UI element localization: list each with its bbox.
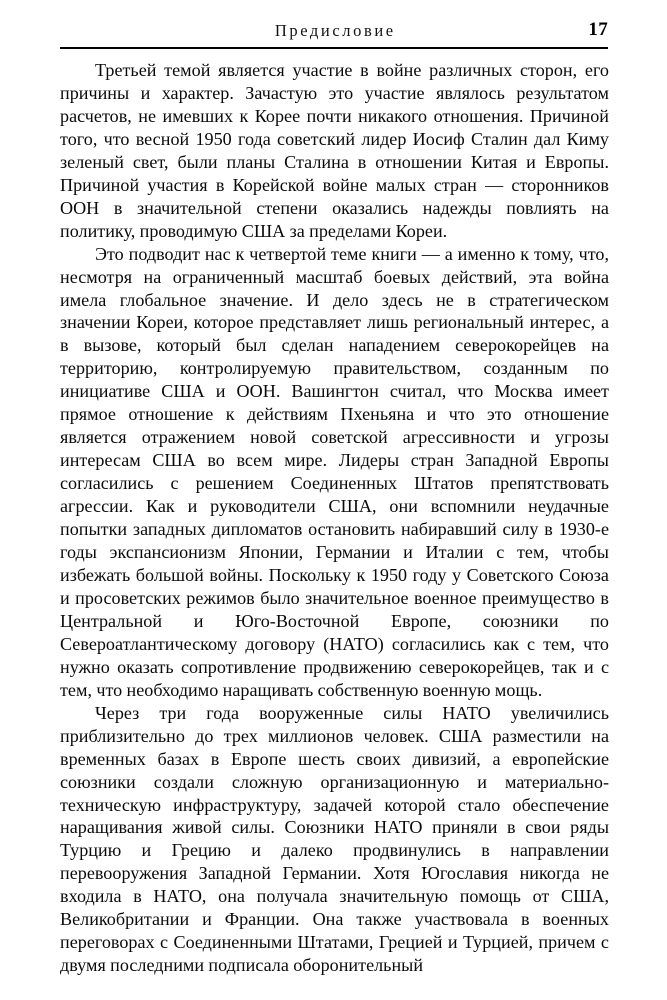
body-paragraph: Через три года вооруженные силы НАТО увеличились приблизительно до трех миллионов человек. США разместили на временных базах в Европе шесть своих дивизий, а европейские союзники создали сложную организационную и материально-техническую инфраструктуру, задачей которой стало обеспечение наращивания живой силы. Союзники НАТО приняли в свои ряды Турцию и Грецию и далеко продвинулись в направлении перевооружения Западной Германии. Хотя Югославия никогда не входила в НАТО, она получала значительную помощь от США, Великобритании и Франции. Она также участвовала в военных переговорах с Соединенными Штатами, Грецией и Турцией, причем с двумя последними подписала оборонительный	[60, 702, 609, 976]
running-head	[60, 20, 608, 46]
running-head-title: Предисловие	[274, 21, 396, 40]
body-text-column	[60, 59, 609, 977]
header-rule	[60, 47, 608, 49]
body-paragraph: Это подводит нас к четвертой теме книги — а именно к тому, что, несмотря на ограниченный масштаб боевых действий, эта война имела глобальное значение. И дело здесь не в стратегическом значении Кореи, которое представляет лишь региональный интерес, а в вызове, который был сделан нападением северокорейцев на территорию, контролируемую правительством, созданным по инициативе США и ООН. Вашингтон считал, что Москва имеет прямое отношение к действиям Пхеньяна и что это отношение является отражением новой советской агрессивности и угрозы интересам США во всем мире. Лидеры стран Западной Европы согласились с решением Соединенных Штатов препятствовать агрессии. Как и руководители США, они вспомнили неудачные попытки западных дипломатов остановить набиравший силу в 1930-е годы экспансионизм Японии, Германии и Италии с тем, чтобы избежать большой войны. Поскольку к 1950 году у Советского Союза и просоветских режимов было значительное военное преимущество в Центральной и Юго-Восточной Европе, союзники по Североатлантическому договору (НАТО) согласились как с тем, что нужно оказать сопротивление продвижению северокорейцев, так и с тем, что необходимо наращивать собственную военную мощь.	[60, 243, 609, 700]
page-number: 17	[588, 19, 608, 40]
body-paragraph: Третьей темой является участие в войне различных сторон, его причины и характер. Зачастую это участие являлось результатом расчетов, не имевших к Корее почти никакого отношения. Причиной того, что весной 1950 года советский лидер Иосиф Сталин дал Киму зеленый свет, были планы Сталина в отношении Китая и Европы. Причиной участия в Корейской войне малых стран — сторонников ООН в значительной степени оказались надежды повлиять на политику, проводимую США за пределами Кореи.	[60, 60, 609, 241]
